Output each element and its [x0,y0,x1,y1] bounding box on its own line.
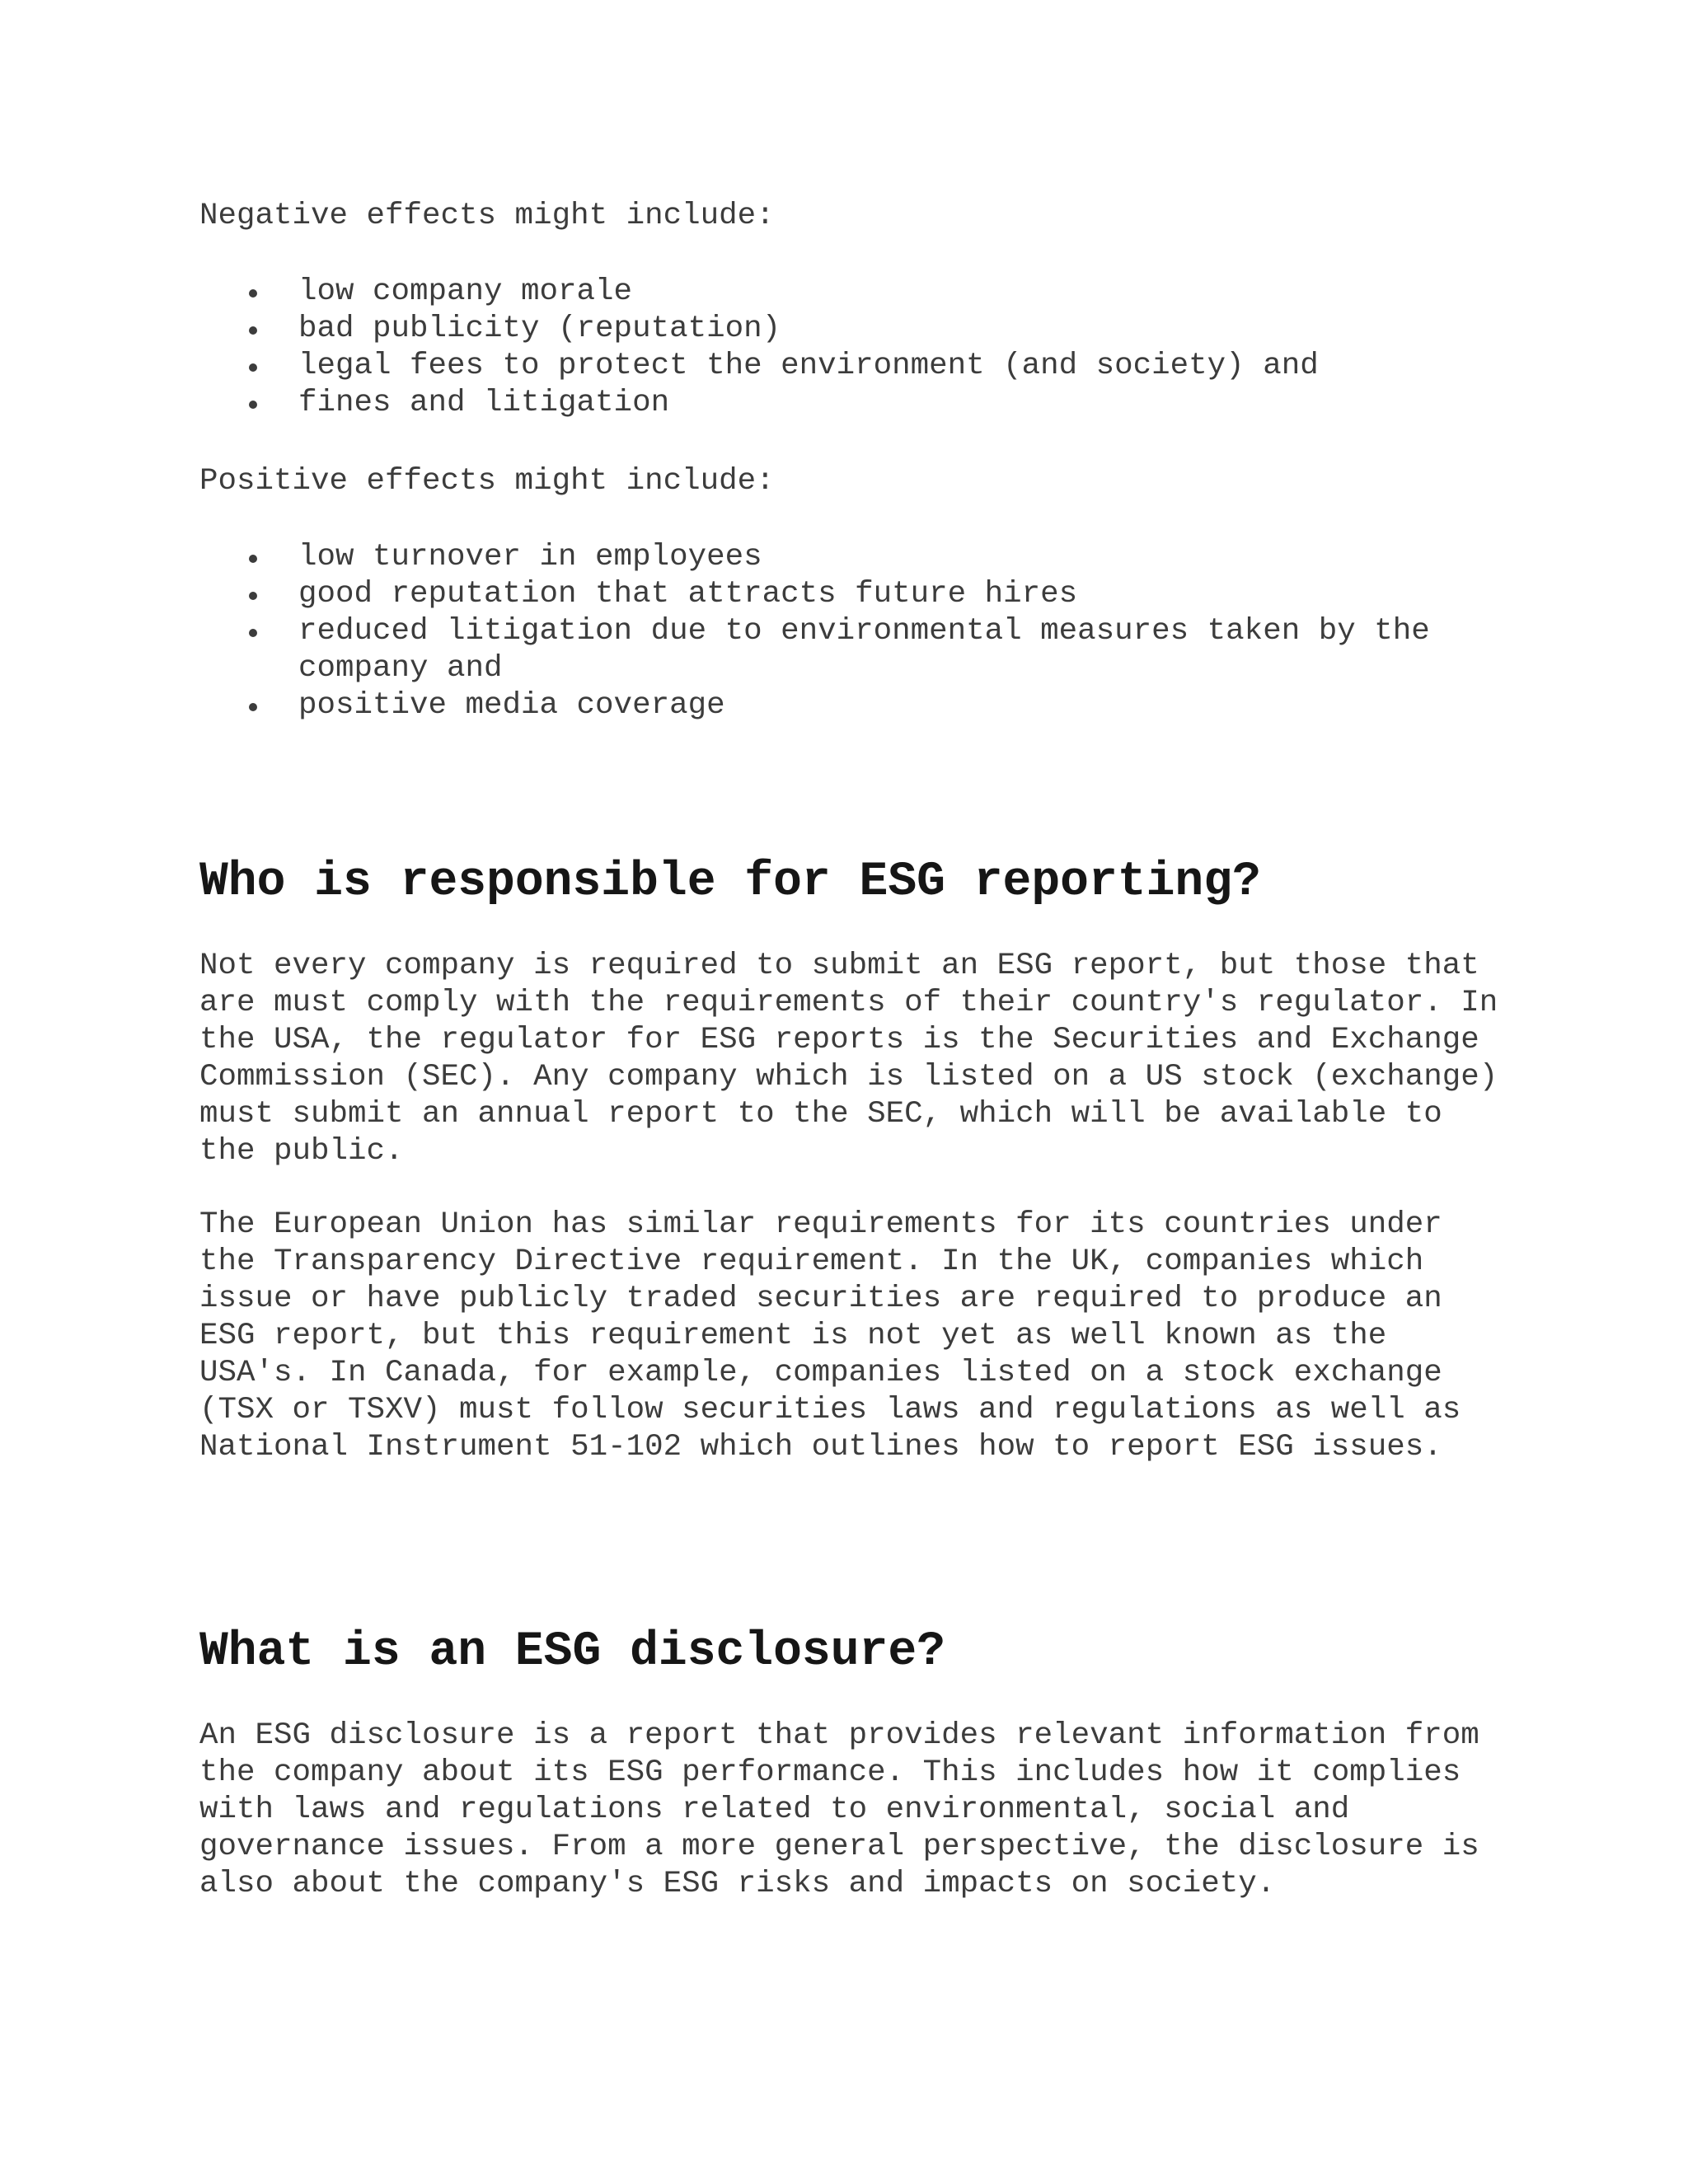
disclosure-paragraph: An ESG disclosure is a report that provides relevant information from the company about its ESG performance. This includes how it complies with laws and regulations related to environmental, social and governance issues. From a more general perspective, the disclosure is also about the company's ESG risks and impacts on society. [199,1718,1498,1901]
list-item: good reputation that attracts future hires [199,576,1485,613]
responsible-paragraph-2: The European Union has similar requirements for its countries under the Transparency Directive requirement. In the UK, companies which issue or have publicly traded securities are required to produce an ESG report, but this requirement is not yet as well known as the USA's. In Canada, for example, companies listed on a stock exchange (TSX or TSXV) must follow securities laws and regulations as well as National Instrument 51-102 which outlines how to report ESG issues. [199,1207,1479,1465]
list-item: positive media coverage [199,687,1485,724]
list-item: legal fees to protect the environment (and society) and [199,348,1601,385]
bullet-icon [249,592,257,600]
bullet-icon [249,363,257,372]
list-item: reduced litigation due to environmental measures taken by the company and [199,613,1485,687]
list-item: low company morale [199,274,1601,311]
responsible-paragraph-1: Not every company is required to submit an ESG report, but those that are must comply with the requirements of their country's regulator. In the USA, the regulator for ESG reports is the Securities and Exchange Commission (SEC). Any company which is listed on a US stock (exchange) must submit an annual report to the SEC, which will be available to the public. [199,949,1517,1169]
section-heading-disclosure: What is an ESG disclosure? [199,1625,945,1679]
positive-effects-intro: Positive effects might include: [199,464,775,499]
section-heading-responsible: Who is responsible for ESG reporting? [199,855,1261,909]
bullet-icon [249,629,257,637]
bullet-icon [249,326,257,335]
bullet-icon [249,555,257,563]
list-item: fines and litigation [199,385,1601,422]
list-item: low turnover in employees [199,539,1485,576]
bullet-icon [249,401,257,409]
bullet-icon [249,289,257,298]
negative-effects-list [199,274,1601,422]
bullet-icon [249,703,257,711]
positive-effects-list [199,539,1485,724]
negative-effects-intro: Negative effects might include: [199,199,775,233]
list-item: bad publicity (reputation) [199,311,1601,348]
